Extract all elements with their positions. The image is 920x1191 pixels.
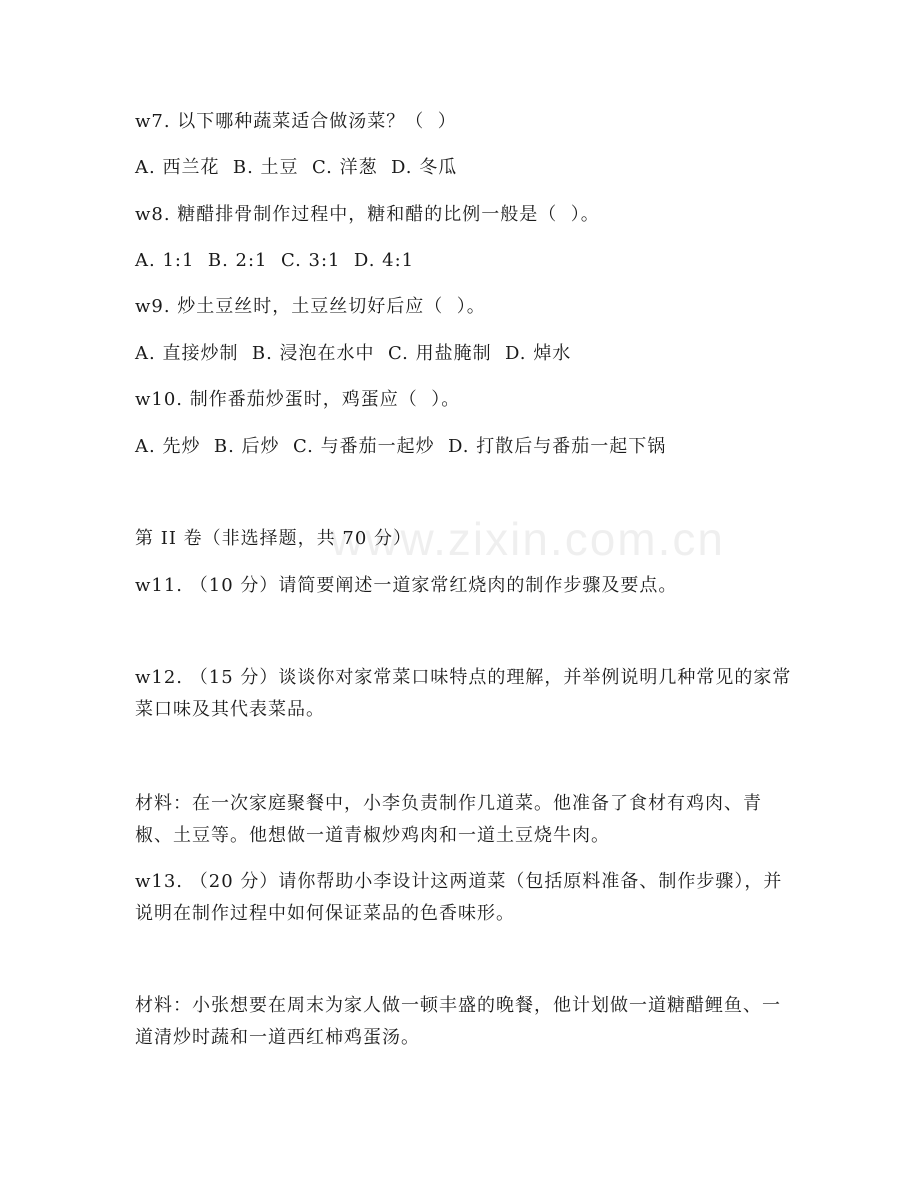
question-12: w12. （15 分）谈谈你对家常菜口味特点的理解，并举例说明几种常见的家常菜口味及其代表菜品。 bbox=[135, 667, 792, 720]
question-9-stem: w9. 炒土豆丝时，土豆丝切好后应（ ）。 bbox=[135, 296, 486, 317]
question-11: w11. （10 分）请简要阐述一道家常红烧肉的制作步骤及要点。 bbox=[135, 575, 678, 596]
material-2: 材料：小张想要在周末为家人做一顿丰盛的晚餐，他计划做一道糖醋鲤鱼、一道清炒时蔬和一道西红柿鸡蛋汤。 bbox=[135, 995, 781, 1048]
question-10-options: A. 先炒 B. 后炒 C. 与番茄一起炒 D. 打散后与番茄一起下锅 bbox=[135, 436, 667, 457]
question-8-stem: w8. 糖醋排骨制作过程中，糖和醋的比例一般是（ ）。 bbox=[135, 204, 600, 225]
material-1: 材料：在一次家庭聚餐中，小李负责制作几道菜。他准备了食材有鸡肉、青椒、土豆等。他想做一道青椒炒鸡肉和一道土豆烧牛肉。 bbox=[135, 793, 762, 846]
question-13: w13. （20 分）请你帮助小李设计这两道菜（包括原料准备、制作步骤），并说明在制作过程中如何保证菜品的色香味形。 bbox=[135, 871, 783, 924]
question-7-stem: w7. 以下哪种蔬菜适合做汤菜？（ ） bbox=[135, 111, 457, 132]
question-7-options: A. 西兰花 B. 土豆 C. 洋葱 D. 冬瓜 bbox=[135, 157, 458, 178]
question-8-options: A. 1:1 B. 2:1 C. 3:1 D. 4:1 bbox=[135, 250, 415, 271]
question-9-options: A. 直接炒制 B. 浸泡在水中 C. 用盐腌制 D. 焯水 bbox=[135, 343, 572, 364]
section-2-title: 第 II 卷（非选择题，共 70 分） bbox=[135, 528, 413, 549]
question-10-stem: w10. 制作番茄炒蛋时，鸡蛋应（ ）。 bbox=[135, 389, 461, 410]
watermark: www.zixin.com.cn bbox=[330, 513, 725, 565]
